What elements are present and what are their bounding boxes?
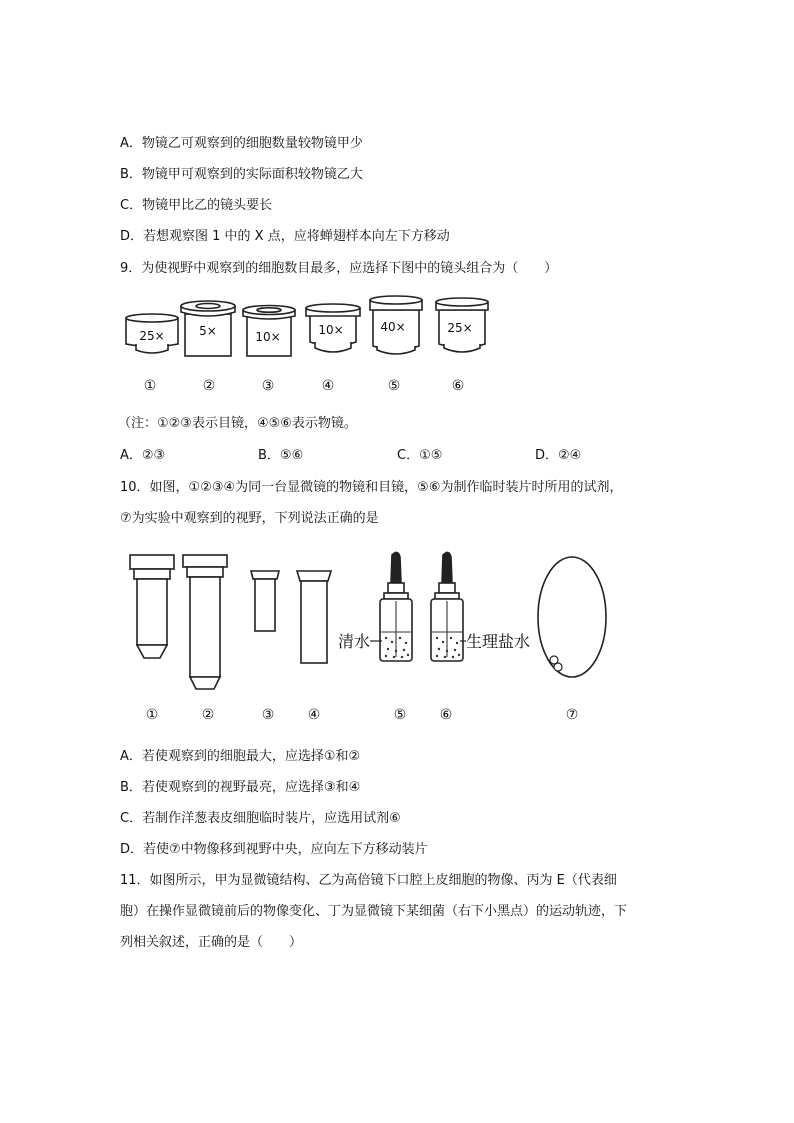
q10-number-7: ⑦: [565, 707, 579, 723]
q10-objective-1: [130, 555, 174, 658]
q9-lens-label-3: 10×: [255, 330, 281, 344]
q10-reagent-right-label: 生理盐水: [466, 632, 531, 651]
q10-stem-line1: 10．如图，①②③④为同一台显微镜的物镜和目镜，⑤⑥为制作临时装片时所用的试剂，: [120, 480, 623, 495]
q9-lens-figure: [0, 280, 794, 370]
q9-lens-label-6: 25×: [447, 321, 473, 335]
q10-field-of-view-7: [538, 557, 606, 677]
q10-option-d: D．若使⑦中物像移到视野中央，应向左下方移动装片: [120, 842, 428, 857]
q10-eyepiece-3: [251, 571, 279, 631]
q11-stem-line3: 列相关叙述，正确的是（ ）: [120, 935, 303, 950]
q9-lens-label-1: 25×: [139, 329, 165, 343]
q9-stem: 9．为使视野中观察到的细胞数目最多，应选择下图中的镜头组合为（ ）: [120, 261, 558, 276]
q10-eyepiece-4: [297, 571, 331, 663]
q9-lens-label-4: 10×: [318, 323, 344, 337]
q9-option-a: A．②③: [120, 448, 166, 463]
q9-number-2: ②: [202, 378, 216, 394]
q10-stem-line2: ⑦为实验中观察到的视野，下列说法正确的是: [120, 511, 379, 526]
q8-option-c: C．物镜甲比乙的镜头要长: [120, 198, 273, 213]
q10-number-6: ⑥: [439, 707, 453, 723]
q10-number-3: ③: [261, 707, 275, 723]
q10-figure: [0, 545, 794, 695]
q9-number-4: ④: [321, 378, 335, 394]
q10-bottle-5: [380, 552, 412, 661]
q10-option-a: A．若使观察到的细胞最大，应选择①和②: [120, 749, 361, 764]
q9-number-5: ⑤: [387, 378, 401, 394]
q11-stem-line2: 胞）在操作显微镜前后的物像变化、丁为显微镜下某细菌（右下小黑点）的运动轨迹，下: [120, 904, 628, 919]
q9-lens-label-5: 40×: [380, 320, 406, 334]
q9-number-6: ⑥: [451, 378, 465, 394]
q9-note: （注：①②③表示目镜，④⑤⑥表示物镜。: [118, 416, 357, 431]
q10-number-2: ②: [201, 707, 215, 723]
q10-bottle-6: [431, 552, 463, 661]
q9-number-3: ③: [261, 378, 275, 394]
q10-option-b: B．若使观察到的视野最亮，应选择③和④: [120, 780, 361, 795]
q10-reagent-left-label: 清水: [338, 632, 371, 651]
q9-option-d: D．②④: [535, 448, 582, 463]
q10-number-1: ①: [145, 707, 159, 723]
q10-number-4: ④: [307, 707, 321, 723]
q10-number-5: ⑤: [393, 707, 407, 723]
q8-option-a: A．物镜乙可观察到的细胞数量较物镜甲少: [120, 136, 363, 151]
q9-option-b: B．⑤⑥: [258, 448, 304, 463]
q9-option-c: C．①⑤: [397, 448, 443, 463]
q8-option-b: B．物镜甲可观察到的实际面积较物镜乙大: [120, 167, 363, 182]
q8-option-d: D．若想观察图 1 中的 X 点，应将蝉翅样本向左下方移动: [120, 229, 450, 244]
q9-lens-label-2: 5×: [199, 324, 217, 338]
q10-objective-2: [183, 555, 227, 689]
q9-number-1: ①: [143, 378, 157, 394]
q11-stem-line1: 11．如图所示，甲为显微镜结构、乙为高倍镜下口腔上皮细胞的物像、丙为 E（代表细: [120, 873, 617, 888]
q10-option-c: C．若制作洋葱表皮细胞临时装片，应选用试剂⑥: [120, 811, 401, 826]
